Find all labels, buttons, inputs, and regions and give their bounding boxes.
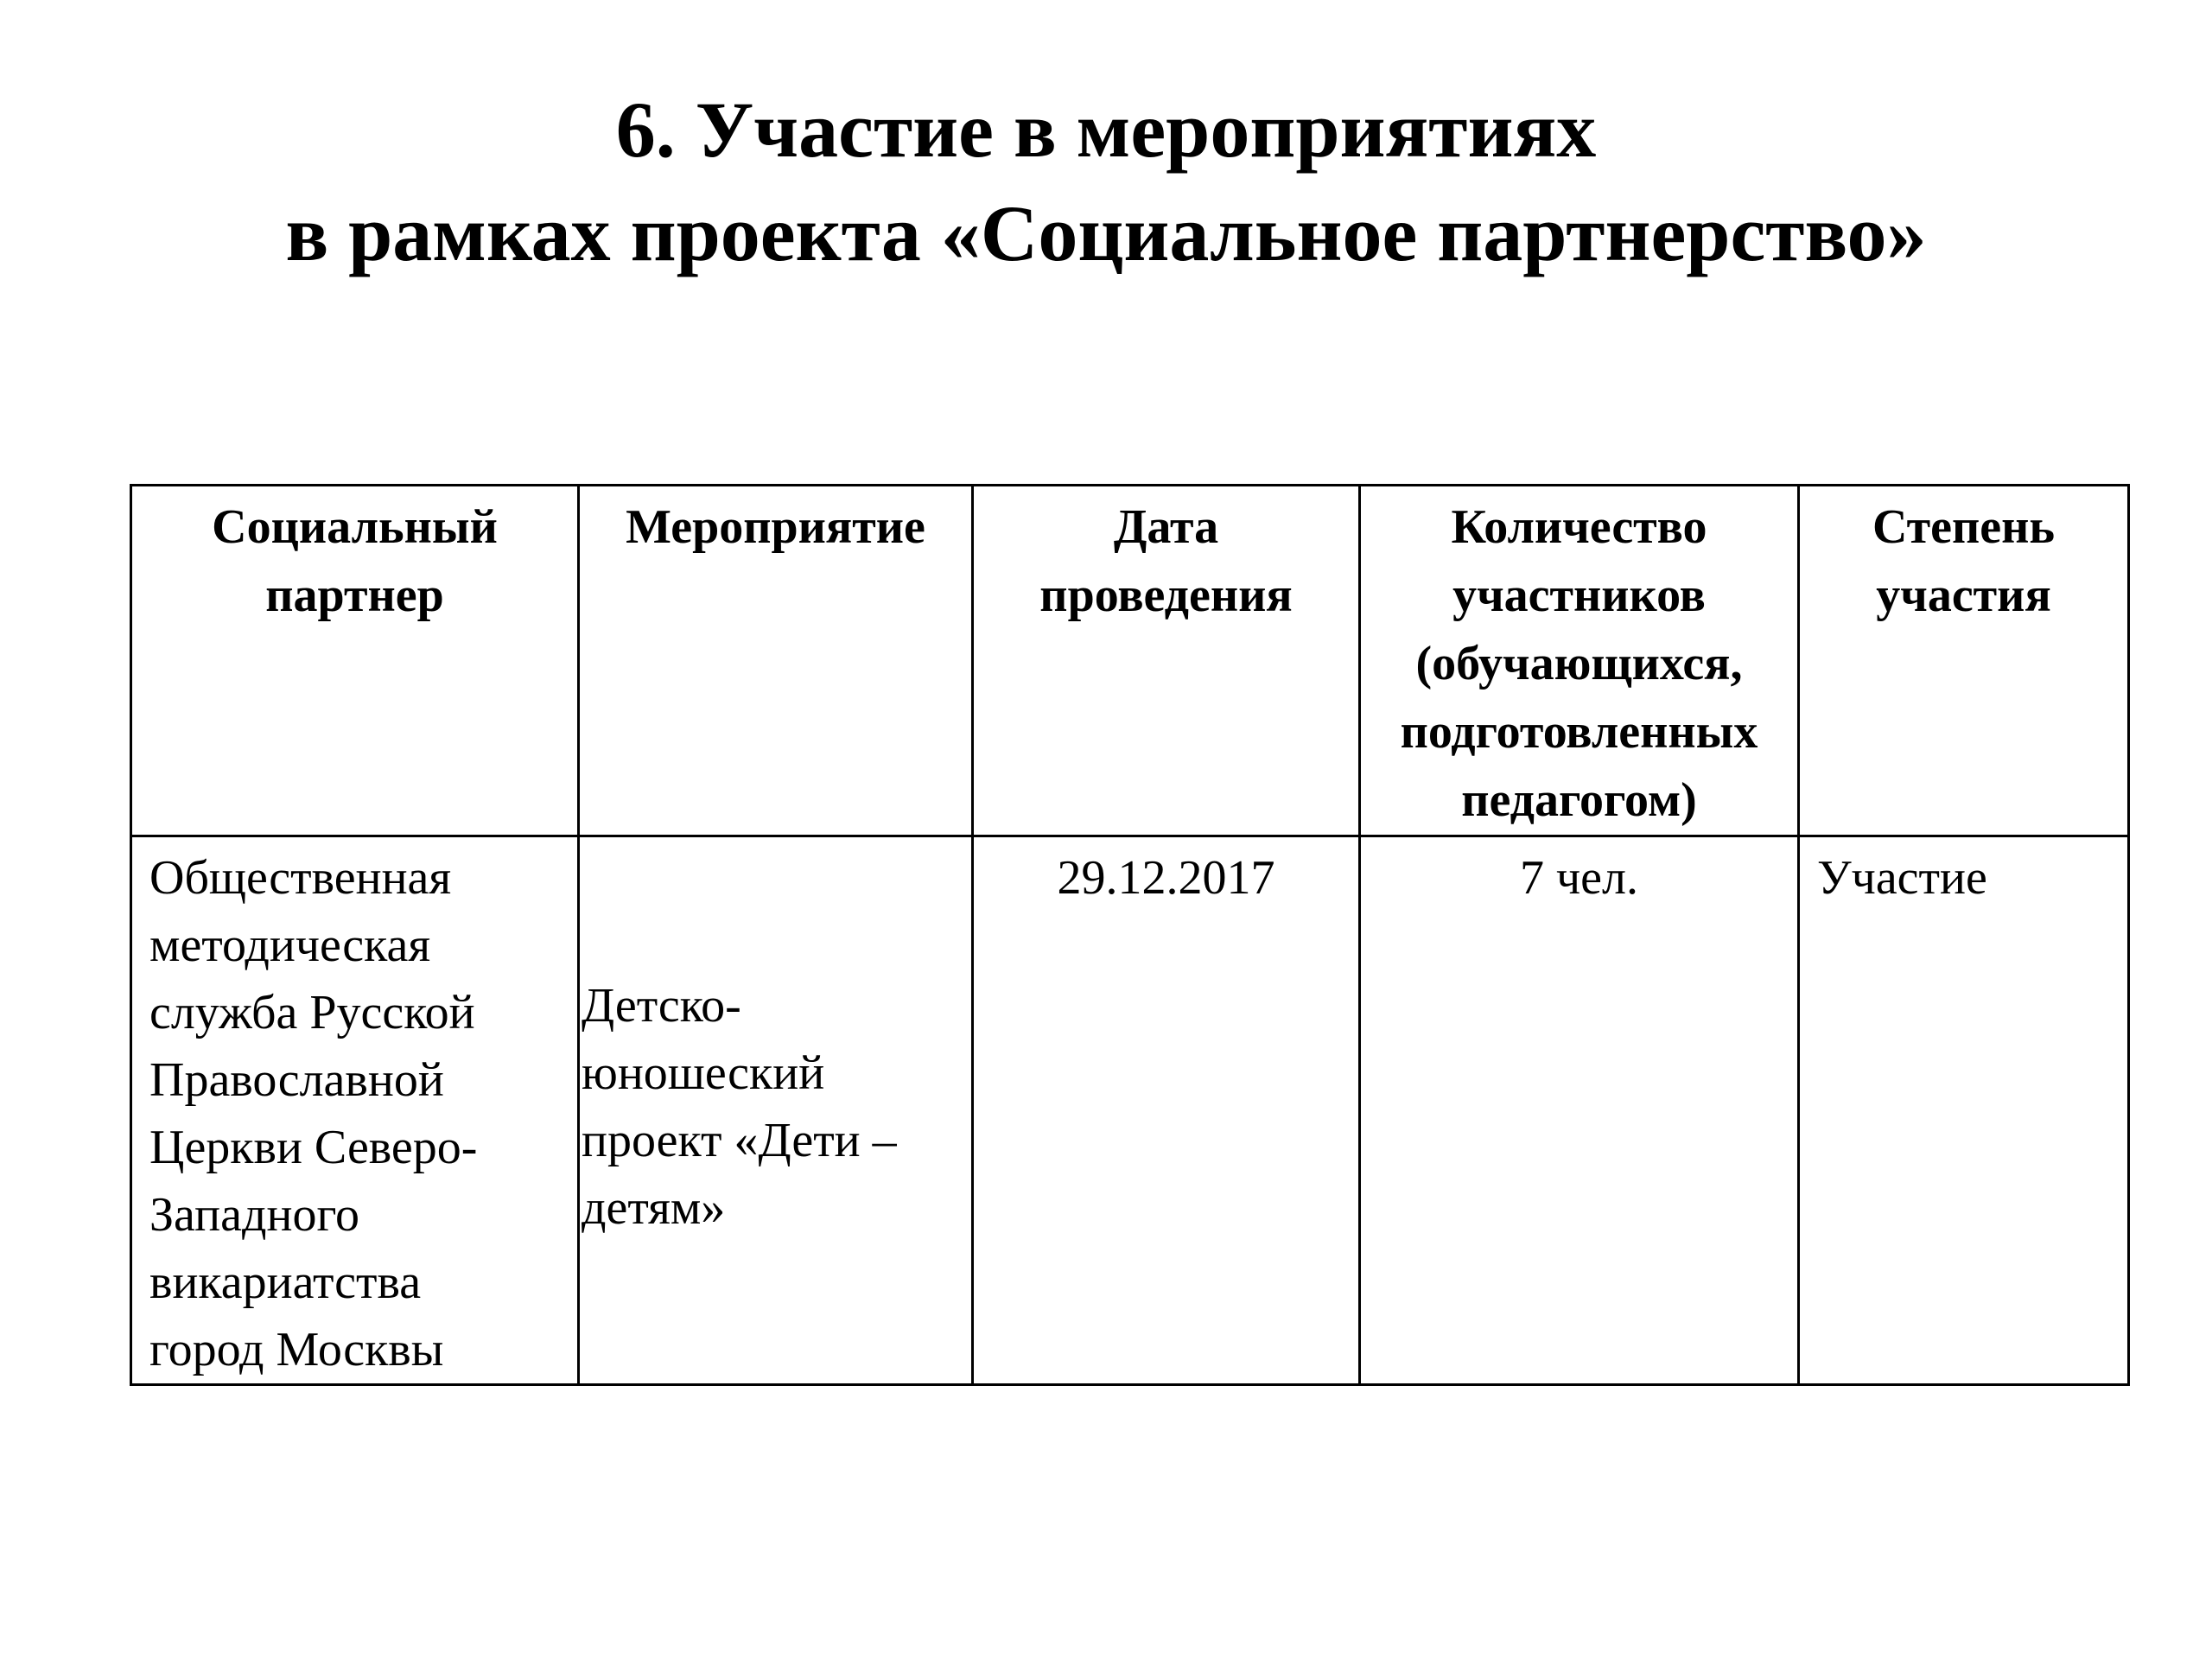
cell-date-text: 29.12.2017 — [1057, 851, 1275, 905]
cell-date — [973, 836, 1360, 1385]
cell-partner-text: Общественная методическая служба Русской Православной Церкви Северо- Западного викариатства город Москвы — [149, 851, 478, 1376]
header-degree — [1799, 486, 2129, 836]
header-row — [131, 486, 2129, 836]
header-date-label: Дата проведения — [1039, 500, 1293, 622]
cell-degree — [1799, 836, 2129, 1385]
header-event — [579, 486, 973, 836]
cell-participants — [1360, 836, 1799, 1385]
header-date — [973, 486, 1360, 836]
header-social-partner — [131, 486, 579, 836]
cell-participants-text: 7 чел. — [1520, 851, 1638, 905]
table-header — [131, 486, 2129, 836]
partnership-table — [130, 484, 2130, 1386]
table-body — [131, 836, 2129, 1385]
cell-event-text: Детско- юношеский проект «Дети – детям» — [582, 979, 897, 1235]
title-line-1: 6. Участие в мероприятиях — [615, 86, 1597, 174]
table-row — [131, 836, 2129, 1385]
header-social-partner-label: Социальный партнер — [212, 500, 498, 622]
partnership-table-container — [130, 484, 2127, 1386]
cell-degree-text: Участие — [1817, 851, 1987, 905]
header-participants — [1360, 486, 1799, 836]
header-event-label: Мероприятие — [626, 500, 925, 554]
page-title — [0, 78, 2212, 285]
cell-partner — [131, 836, 579, 1385]
title-line-2: в рамках проекта «Социальное партнерство» — [285, 189, 1927, 277]
header-degree-label: Степень участия — [1872, 500, 2056, 622]
cell-event — [579, 836, 973, 1385]
header-participants-label: Количество участников (обучающихся, подготовленных педагогом) — [1400, 500, 1758, 827]
